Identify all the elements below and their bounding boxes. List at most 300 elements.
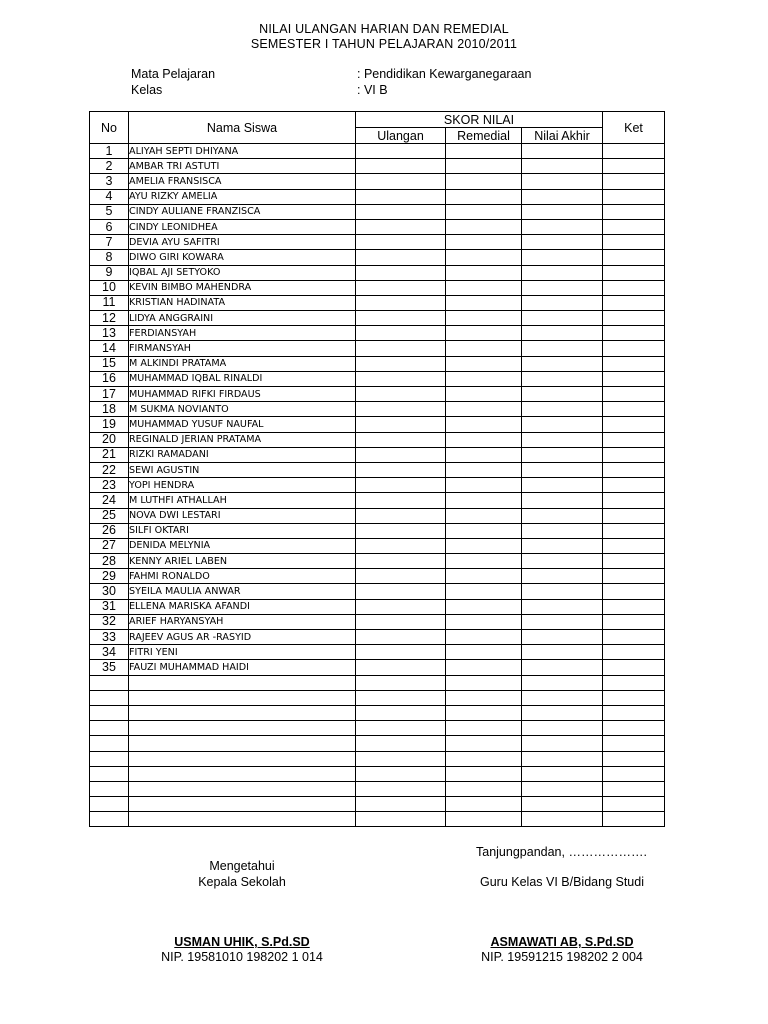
final-score-cell[interactable]	[522, 356, 603, 371]
student-name: RAJEEV AGUS AR -RASYID	[129, 630, 356, 645]
remarks-cell[interactable]	[603, 599, 665, 614]
remarks-cell[interactable]	[603, 675, 665, 690]
table-row	[90, 447, 665, 462]
remedial-cell[interactable]	[446, 250, 522, 265]
student-name: CINDY AULIANE FRANZISCA	[129, 204, 356, 219]
student-number: 25	[90, 508, 129, 523]
remedial-cell[interactable]	[446, 265, 522, 280]
ulangan-cell[interactable]	[356, 311, 446, 326]
table-row	[90, 432, 665, 447]
table-row	[90, 219, 665, 234]
remarks-cell[interactable]	[603, 447, 665, 462]
ulangan-cell[interactable]	[356, 554, 446, 569]
ulangan-cell[interactable]	[356, 356, 446, 371]
table-row	[90, 493, 665, 508]
student-number: 9	[90, 265, 129, 280]
ulangan-cell[interactable]	[356, 250, 446, 265]
table-row	[90, 478, 665, 493]
table-row	[90, 554, 665, 569]
remedial-cell[interactable]	[446, 690, 522, 705]
remarks-cell[interactable]	[603, 356, 665, 371]
table-row-blank	[90, 797, 665, 812]
final-score-cell[interactable]	[522, 204, 603, 219]
student-number: 4	[90, 189, 129, 204]
final-score-cell[interactable]	[522, 751, 603, 766]
remedial-cell[interactable]	[446, 204, 522, 219]
remarks-cell[interactable]	[603, 766, 665, 781]
remarks-cell[interactable]	[603, 630, 665, 645]
table-row	[90, 159, 665, 174]
student-name: KENNY ARIEL LABEN	[129, 554, 356, 569]
remedial-cell[interactable]	[446, 645, 522, 660]
student-number	[90, 675, 129, 690]
final-score-cell[interactable]	[522, 584, 603, 599]
ulangan-cell[interactable]	[356, 781, 446, 796]
remedial-cell[interactable]	[446, 356, 522, 371]
table-row-blank	[90, 751, 665, 766]
final-score-cell[interactable]	[522, 554, 603, 569]
remedial-cell[interactable]	[446, 189, 522, 204]
remarks-cell[interactable]	[603, 523, 665, 538]
ulangan-cell[interactable]	[356, 569, 446, 584]
ulangan-cell[interactable]	[356, 219, 446, 234]
remedial-cell[interactable]	[446, 311, 522, 326]
remedial-cell[interactable]	[446, 523, 522, 538]
ulangan-cell[interactable]	[356, 341, 446, 356]
student-name	[129, 675, 356, 690]
remarks-cell[interactable]	[603, 159, 665, 174]
student-name: M ALKINDI PRATAMA	[129, 356, 356, 371]
remarks-cell[interactable]	[603, 417, 665, 432]
student-name: YOPI HENDRA	[129, 478, 356, 493]
student-name: ELLENA MARISKA AFANDI	[129, 599, 356, 614]
teacher-name: ASMAWATI AB, S.Pd.SD	[490, 935, 634, 949]
remedial-cell[interactable]	[446, 569, 522, 584]
remarks-cell[interactable]	[603, 721, 665, 736]
ulangan-cell[interactable]	[356, 204, 446, 219]
student-name: FERDIANSYAH	[129, 326, 356, 341]
remedial-cell[interactable]	[446, 675, 522, 690]
remedial-cell[interactable]	[446, 387, 522, 402]
table-row	[90, 660, 665, 675]
student-number: 19	[90, 417, 129, 432]
student-name: FAUZI MUHAMMAD HAIDI	[129, 660, 356, 675]
student-number: 14	[90, 341, 129, 356]
final-score-cell[interactable]	[522, 812, 603, 827]
remedial-cell[interactable]	[446, 159, 522, 174]
remarks-cell[interactable]	[603, 144, 665, 159]
remarks-cell[interactable]	[603, 478, 665, 493]
table-row	[90, 174, 665, 189]
final-score-cell[interactable]	[522, 493, 603, 508]
principal-role: Kepala Sekolah	[198, 875, 286, 889]
table-row	[90, 462, 665, 477]
remedial-cell[interactable]	[446, 630, 522, 645]
student-name: CINDY LEONIDHEA	[129, 219, 356, 234]
ulangan-cell[interactable]	[356, 159, 446, 174]
final-score-cell[interactable]	[522, 189, 603, 204]
final-score-cell[interactable]	[522, 387, 603, 402]
grades-body	[90, 144, 665, 827]
remedial-cell[interactable]	[446, 432, 522, 447]
student-number: 20	[90, 432, 129, 447]
teacher-nip: NIP. 19591215 198202 2 004	[481, 950, 643, 964]
remarks-cell[interactable]	[603, 387, 665, 402]
remarks-cell[interactable]	[603, 326, 665, 341]
remedial-cell[interactable]	[446, 508, 522, 523]
final-score-cell[interactable]	[522, 144, 603, 159]
student-name: MUHAMMAD YUSUF NAUFAL	[129, 417, 356, 432]
teacher-role: Guru Kelas VI B/Bidang Studi	[480, 875, 644, 889]
class-value: : VI B	[357, 83, 388, 97]
ulangan-cell[interactable]	[356, 584, 446, 599]
remedial-cell[interactable]	[446, 280, 522, 295]
remedial-cell[interactable]	[446, 538, 522, 553]
student-number: 13	[90, 326, 129, 341]
remedial-cell[interactable]	[446, 705, 522, 720]
student-name: FITRI YENI	[129, 645, 356, 660]
remedial-cell[interactable]	[446, 371, 522, 386]
ulangan-cell[interactable]	[356, 508, 446, 523]
final-score-cell[interactable]	[522, 235, 603, 250]
table-row	[90, 311, 665, 326]
student-number: 26	[90, 523, 129, 538]
remarks-cell[interactable]	[603, 174, 665, 189]
remedial-cell[interactable]	[446, 736, 522, 751]
student-number: 33	[90, 630, 129, 645]
ulangan-cell[interactable]	[356, 387, 446, 402]
table-row	[90, 204, 665, 219]
final-score-cell[interactable]	[522, 402, 603, 417]
remarks-cell[interactable]	[603, 660, 665, 675]
principal-nip: NIP. 19581010 198202 1 014	[161, 950, 323, 964]
remedial-cell[interactable]	[446, 751, 522, 766]
remedial-cell[interactable]	[446, 599, 522, 614]
remarks-cell[interactable]	[603, 781, 665, 796]
student-name: AMBAR TRI ASTUTI	[129, 159, 356, 174]
student-name: ARIEF HARYANSYAH	[129, 614, 356, 629]
final-score-cell[interactable]	[522, 311, 603, 326]
ulangan-cell[interactable]	[356, 189, 446, 204]
remarks-cell[interactable]	[603, 614, 665, 629]
final-score-cell[interactable]	[522, 523, 603, 538]
final-score-cell[interactable]	[522, 569, 603, 584]
final-score-cell[interactable]	[522, 599, 603, 614]
final-score-cell[interactable]	[522, 417, 603, 432]
table-row	[90, 614, 665, 629]
table-row	[90, 341, 665, 356]
remarks-cell[interactable]	[603, 751, 665, 766]
document-title: NILAI ULANGAN HARIAN DAN REMEDIAL	[259, 22, 509, 36]
ulangan-cell[interactable]	[356, 478, 446, 493]
student-number	[90, 812, 129, 827]
remarks-cell[interactable]	[603, 508, 665, 523]
ulangan-cell[interactable]	[356, 736, 446, 751]
ulangan-cell[interactable]	[356, 462, 446, 477]
final-score-cell[interactable]	[522, 280, 603, 295]
remedial-cell[interactable]	[446, 417, 522, 432]
table-row	[90, 599, 665, 614]
remedial-cell[interactable]	[446, 326, 522, 341]
student-number: 18	[90, 402, 129, 417]
student-name	[129, 721, 356, 736]
student-name	[129, 736, 356, 751]
student-name	[129, 751, 356, 766]
remedial-cell[interactable]	[446, 614, 522, 629]
remedial-cell[interactable]	[446, 144, 522, 159]
remarks-cell[interactable]	[603, 250, 665, 265]
table-row	[90, 356, 665, 371]
final-score-cell[interactable]	[522, 295, 603, 310]
ulangan-cell[interactable]	[356, 751, 446, 766]
table-row-blank	[90, 812, 665, 827]
final-score-cell[interactable]	[522, 219, 603, 234]
student-name: ALIYAH SEPTI DHIYANA	[129, 144, 356, 159]
remedial-cell[interactable]	[446, 219, 522, 234]
remedial-cell[interactable]	[446, 584, 522, 599]
ulangan-cell[interactable]	[356, 614, 446, 629]
ulangan-cell[interactable]	[356, 630, 446, 645]
final-score-cell[interactable]	[522, 660, 603, 675]
student-number: 5	[90, 204, 129, 219]
student-name: AMELIA FRANSISCA	[129, 174, 356, 189]
table-row	[90, 250, 665, 265]
student-number: 2	[90, 159, 129, 174]
ulangan-cell[interactable]	[356, 265, 446, 280]
remarks-cell[interactable]	[603, 371, 665, 386]
table-row	[90, 630, 665, 645]
remedial-cell[interactable]	[446, 797, 522, 812]
final-score-cell[interactable]	[522, 630, 603, 645]
ulangan-cell[interactable]	[356, 144, 446, 159]
final-score-cell[interactable]	[522, 462, 603, 477]
remarks-cell[interactable]	[603, 204, 665, 219]
final-score-cell[interactable]	[522, 508, 603, 523]
ulangan-cell[interactable]	[356, 402, 446, 417]
student-number: 11	[90, 295, 129, 310]
final-score-cell[interactable]	[522, 690, 603, 705]
place-date: Tanjungpandan, ……………….	[476, 845, 647, 859]
remedial-cell[interactable]	[446, 402, 522, 417]
ulangan-cell[interactable]	[356, 675, 446, 690]
student-number	[90, 766, 129, 781]
table-row-blank	[90, 736, 665, 751]
table-row-blank	[90, 705, 665, 720]
student-name	[129, 797, 356, 812]
remarks-cell[interactable]	[603, 235, 665, 250]
remarks-cell[interactable]	[603, 219, 665, 234]
student-number: 31	[90, 599, 129, 614]
student-name: IQBAL AJI SETYOKO	[129, 265, 356, 280]
remarks-cell[interactable]	[603, 797, 665, 812]
remarks-cell[interactable]	[603, 462, 665, 477]
student-number	[90, 721, 129, 736]
student-number: 3	[90, 174, 129, 189]
final-score-cell[interactable]	[522, 614, 603, 629]
final-score-cell[interactable]	[522, 538, 603, 553]
header-ulangan: Ulangan	[356, 128, 446, 144]
final-score-cell[interactable]	[522, 766, 603, 781]
remarks-cell[interactable]	[603, 645, 665, 660]
student-number: 24	[90, 493, 129, 508]
ulangan-cell[interactable]	[356, 645, 446, 660]
table-row	[90, 538, 665, 553]
student-name: FAHMI RONALDO	[129, 569, 356, 584]
header-no: No	[90, 112, 129, 144]
table-row	[90, 265, 665, 280]
final-score-cell[interactable]	[522, 159, 603, 174]
student-number: 16	[90, 371, 129, 386]
ulangan-cell[interactable]	[356, 295, 446, 310]
table-row	[90, 417, 665, 432]
student-name: RIZKI RAMADANI	[129, 447, 356, 462]
student-name: SYEILA MAULIA ANWAR	[129, 584, 356, 599]
table-row	[90, 189, 665, 204]
table-row	[90, 387, 665, 402]
student-number: 23	[90, 478, 129, 493]
remarks-cell[interactable]	[603, 295, 665, 310]
student-number: 27	[90, 538, 129, 553]
student-number	[90, 797, 129, 812]
student-name: MUHAMMAD IQBAL RINALDI	[129, 371, 356, 386]
remarks-cell[interactable]	[603, 538, 665, 553]
student-number	[90, 781, 129, 796]
table-row-blank	[90, 781, 665, 796]
ulangan-cell[interactable]	[356, 705, 446, 720]
student-name	[129, 705, 356, 720]
remedial-cell[interactable]	[446, 235, 522, 250]
table-row-blank	[90, 675, 665, 690]
remarks-cell[interactable]	[603, 402, 665, 417]
remarks-cell[interactable]	[603, 265, 665, 280]
remedial-cell[interactable]	[446, 812, 522, 827]
table-row	[90, 569, 665, 584]
student-name	[129, 690, 356, 705]
ulangan-cell[interactable]	[356, 523, 446, 538]
remedial-cell[interactable]	[446, 660, 522, 675]
table-row	[90, 645, 665, 660]
ulangan-cell[interactable]	[356, 660, 446, 675]
ulangan-cell[interactable]	[356, 766, 446, 781]
remedial-cell[interactable]	[446, 341, 522, 356]
remarks-cell[interactable]	[603, 280, 665, 295]
remarks-cell[interactable]	[603, 432, 665, 447]
remarks-cell[interactable]	[603, 705, 665, 720]
student-number: 10	[90, 280, 129, 295]
table-row-blank	[90, 766, 665, 781]
subject-value: : Pendidikan Kewarganegaraan	[357, 67, 532, 81]
student-number: 8	[90, 250, 129, 265]
remarks-cell[interactable]	[603, 554, 665, 569]
header-final-score: Nilai Akhir	[522, 128, 603, 144]
ulangan-cell[interactable]	[356, 812, 446, 827]
final-score-cell[interactable]	[522, 447, 603, 462]
ulangan-cell[interactable]	[356, 493, 446, 508]
remedial-cell[interactable]	[446, 781, 522, 796]
final-score-cell[interactable]	[522, 705, 603, 720]
remarks-cell[interactable]	[603, 584, 665, 599]
remedial-cell[interactable]	[446, 554, 522, 569]
header-score-group: SKOR NILAI	[356, 112, 603, 128]
final-score-cell[interactable]	[522, 341, 603, 356]
remarks-cell[interactable]	[603, 311, 665, 326]
table-row	[90, 523, 665, 538]
ulangan-cell[interactable]	[356, 599, 446, 614]
remedial-cell[interactable]	[446, 447, 522, 462]
remedial-cell[interactable]	[446, 174, 522, 189]
remarks-cell[interactable]	[603, 493, 665, 508]
acknowledged-label: Mengetahui	[209, 859, 275, 873]
remarks-cell[interactable]	[603, 189, 665, 204]
student-number: 28	[90, 554, 129, 569]
ulangan-cell[interactable]	[356, 417, 446, 432]
final-score-cell[interactable]	[522, 797, 603, 812]
final-score-cell[interactable]	[522, 736, 603, 751]
ulangan-cell[interactable]	[356, 235, 446, 250]
student-number: 22	[90, 462, 129, 477]
table-row-blank	[90, 690, 665, 705]
remarks-cell[interactable]	[603, 736, 665, 751]
ulangan-cell[interactable]	[356, 690, 446, 705]
header-remarks: Ket	[603, 112, 665, 144]
ulangan-cell[interactable]	[356, 280, 446, 295]
ulangan-cell[interactable]	[356, 174, 446, 189]
remedial-cell[interactable]	[446, 478, 522, 493]
student-number: 29	[90, 569, 129, 584]
ulangan-cell[interactable]	[356, 797, 446, 812]
final-score-cell[interactable]	[522, 645, 603, 660]
student-name: M SUKMA NOVIANTO	[129, 402, 356, 417]
final-score-cell[interactable]	[522, 478, 603, 493]
final-score-cell[interactable]	[522, 781, 603, 796]
table-row	[90, 295, 665, 310]
final-score-cell[interactable]	[522, 675, 603, 690]
final-score-cell[interactable]	[522, 174, 603, 189]
ulangan-cell[interactable]	[356, 432, 446, 447]
student-number: 6	[90, 219, 129, 234]
ulangan-cell[interactable]	[356, 538, 446, 553]
final-score-cell[interactable]	[522, 371, 603, 386]
remedial-cell[interactable]	[446, 462, 522, 477]
remedial-cell[interactable]	[446, 721, 522, 736]
student-name: NOVA DWI LESTARI	[129, 508, 356, 523]
final-score-cell[interactable]	[522, 432, 603, 447]
remedial-cell[interactable]	[446, 766, 522, 781]
ulangan-cell[interactable]	[356, 447, 446, 462]
remedial-cell[interactable]	[446, 295, 522, 310]
student-number: 17	[90, 387, 129, 402]
student-name	[129, 766, 356, 781]
final-score-cell[interactable]	[522, 250, 603, 265]
student-name: M LUTHFI ATHALLAH	[129, 493, 356, 508]
remedial-cell[interactable]	[446, 493, 522, 508]
remarks-cell[interactable]	[603, 341, 665, 356]
remarks-cell[interactable]	[603, 569, 665, 584]
final-score-cell[interactable]	[522, 721, 603, 736]
remarks-cell[interactable]	[603, 690, 665, 705]
student-name: FIRMANSYAH	[129, 341, 356, 356]
final-score-cell[interactable]	[522, 265, 603, 280]
remarks-cell[interactable]	[603, 812, 665, 827]
subject-label: Mata Pelajaran	[131, 67, 216, 81]
student-number	[90, 690, 129, 705]
student-number: 35	[90, 660, 129, 675]
final-score-cell[interactable]	[522, 326, 603, 341]
ulangan-cell[interactable]	[356, 721, 446, 736]
ulangan-cell[interactable]	[356, 326, 446, 341]
student-number	[90, 705, 129, 720]
ulangan-cell[interactable]	[356, 371, 446, 386]
